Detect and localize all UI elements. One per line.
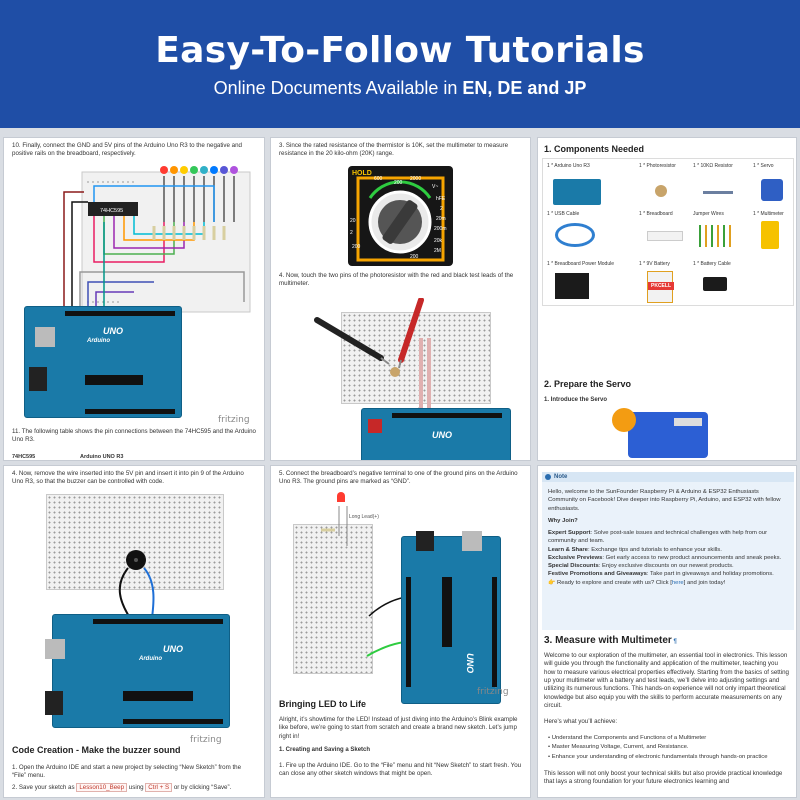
join-link[interactable]: here	[671, 579, 684, 586]
benefit-1-title: Expert Support	[548, 530, 591, 537]
usb-port	[462, 531, 482, 551]
panel-multimeter-photoresistor	[270, 137, 531, 461]
info-icon	[545, 474, 551, 480]
note-header	[542, 472, 794, 482]
list-item-text: Master Measuring Voltage, Current, and Resistance.	[551, 744, 689, 751]
power-module-image	[555, 273, 589, 299]
benefit-1-text: : Solve post-sale issues and technical challenges with help from our community and team.	[548, 530, 768, 545]
servo-sticker	[674, 418, 702, 426]
step-2-using: using	[127, 784, 146, 791]
component-label-uno: 1 * Arduino Uno R3	[547, 163, 590, 169]
achieve-list	[548, 734, 768, 762]
benefit-4-text: : Enjoy exclusive discounts on our newest products.	[598, 563, 734, 570]
banner-subtitle-prefix: Online Documents Available in	[213, 78, 463, 98]
benefit-4-title: Special Discounts	[548, 563, 599, 570]
list-item-text: Enhance your understanding of electronic fundamentals through hands-on practice	[551, 753, 768, 760]
board-logo: UNO	[432, 430, 452, 440]
filename-chip: Lesson10_Beep	[76, 783, 127, 792]
step-10-text: 10. Finally, connect the GND and 5V pins of the Arduino Uno R3 to the negative and positive rails on the breadboard, respectively.	[12, 142, 242, 158]
servo-photo	[628, 412, 708, 458]
banner	[0, 0, 800, 128]
join-cta	[548, 579, 788, 587]
panel-components	[537, 137, 797, 461]
dial-label-vac: V~	[432, 184, 439, 190]
board-logo: UNO	[163, 644, 183, 654]
fritzing-watermark: fritzing	[190, 735, 222, 745]
measure-heading-text: 3. Measure with Multimeter	[544, 635, 672, 646]
shortcut-chip: Ctrl + S	[145, 783, 172, 792]
banner-title: Easy-To-Follow Tutorials	[155, 30, 645, 71]
arduino-board	[401, 536, 501, 704]
component-label-breadboard: 1 * Breadboard	[639, 211, 673, 217]
benefit-2-title: Learn & Share	[548, 546, 588, 553]
breadboard-image	[647, 231, 683, 241]
step-2-suffix: or by clicking “Save”.	[172, 784, 232, 791]
long-lead-label: Long Lead(+)	[349, 514, 379, 520]
benefit-3-title: Exclusive Previews	[548, 554, 603, 561]
power-jack	[416, 531, 434, 551]
arduino-board	[361, 408, 511, 461]
dial-label-200-bottom: 200	[410, 254, 419, 260]
dial-label-200m: 200m	[434, 226, 447, 232]
photoresistor-image	[655, 185, 667, 197]
multimeter-dial	[348, 166, 453, 266]
header-pins-bottom	[123, 719, 223, 724]
jumper-wires-image	[699, 225, 735, 247]
dial-label-20: 20	[350, 218, 356, 224]
component-label-resistor: 1 * 10KΩ Resistor	[693, 163, 733, 169]
introduce-servo-subheading: 1. Introduce the Servo	[544, 397, 608, 403]
benefit-5	[548, 570, 788, 578]
header-pins-right	[492, 577, 497, 687]
component-label-usb: 1 * USB Cable	[547, 211, 580, 217]
multimeter-image	[761, 221, 779, 249]
list-item: • Enhance your understanding of electronic fundamentals through hands-on practice	[548, 753, 768, 760]
list-item: • Understand the Components and Functions of a Multimeter	[548, 735, 707, 741]
benefit-1	[548, 529, 788, 546]
microcontroller	[442, 577, 452, 647]
board-sub-logo: Arduino	[87, 338, 110, 344]
benefit-5-text: : Take part in giveaways and holiday promotions.	[646, 571, 774, 578]
dial-label-200-low: 200	[352, 244, 361, 250]
components-heading: 1. Components Needed	[544, 144, 645, 154]
microcontroller	[85, 375, 143, 385]
header-pins-top	[392, 413, 502, 418]
component-label-photoresistor: 1 * Photoresistor	[639, 163, 676, 169]
lesson-closing-paragraph: This lesson will not only boost your technical skills but also provide practical knowledge that lays a strong foundation for your future electronics learning and	[544, 770, 783, 786]
note-welcome: Hello, welcome to the SunFounder Raspberry Pi & Arduino & ESP32 Enthusiasts Community on Facebook! Dive deeper into Raspberry Pi, Arduino, and ESP32 with fellow enthusiasts.	[548, 489, 781, 512]
battery-brand: PKCELL	[648, 282, 674, 290]
component-label-servo: 1 * Servo	[753, 163, 774, 169]
dial-label-hfe: hFE	[436, 196, 446, 202]
step-5-text: 5. Connect the breadboard’s negative terminal to one of the ground pins on the Arduino Uno R3. The ground pins are marked as “GND”.	[279, 470, 518, 486]
fritzing-watermark: fritzing	[477, 687, 509, 697]
table-header-74hc595: 74HC595	[12, 454, 36, 460]
component-label-battery-cable: 1 * Battery Cable	[693, 261, 731, 267]
measure-heading	[544, 634, 677, 648]
usb-port	[35, 327, 55, 347]
panel-multimeter-lesson	[537, 465, 797, 798]
step-4-buzzer-text: 4. Now, remove the wire inserted into the 5V pin and insert it into pin 9 of the Arduino Uno R3, so that the buzzer can be controlled with code.	[12, 470, 244, 486]
step-4-text: 4. Now, touch the two pins of the photoresistor with the red and black test leads of the multimeter.	[279, 272, 514, 288]
servo-horn	[612, 408, 636, 432]
dial-label-200: 200	[394, 180, 403, 186]
panel-shift-register	[3, 137, 265, 461]
panel-buzzer	[3, 465, 265, 798]
component-label-battery: 1 * 9V Battery	[639, 261, 670, 267]
anchor-icon[interactable]: ¶	[671, 639, 677, 645]
banner-subtitle-langs: EN, DE and JP	[462, 78, 587, 98]
board-sub-logo: Arduino	[139, 656, 162, 662]
header-pins-bottom	[85, 409, 175, 414]
fire-up-ide-text: 1. Fire up the Arduino IDE. Go to the “File” menu and hit “New Sketch” to start fresh. You can close any other sketch windows that might be open.	[279, 762, 522, 778]
resistor-image	[703, 191, 733, 194]
chip-label: 74HC595	[100, 208, 124, 214]
bringing-led-heading: Bringing LED to Life	[279, 699, 366, 709]
table-header-arduino: Arduino UNO R3	[80, 454, 124, 460]
microcontroller	[123, 691, 193, 701]
note-title: Note	[554, 474, 568, 480]
component-label-multimeter: 1 * Multimeter	[753, 211, 784, 217]
header-pins-top	[93, 619, 223, 624]
benefit-4	[548, 562, 788, 570]
panel-led	[270, 465, 531, 798]
benefit-3	[548, 554, 788, 562]
usb-cable-image	[555, 223, 595, 247]
dial-label-20m: 20m	[436, 216, 446, 222]
battery-cable-image	[703, 277, 727, 291]
list-item-text: Understand the Components and Functions of a Multimeter	[551, 735, 707, 741]
led-intro-paragraph: Alright, it’s showtime for the LED! Instead of just diving into the Arduino’s Blink example like before, we’re going to start from scratch and create a brand new sketch. Let’s jump right in!	[279, 716, 518, 740]
dial-label-20k: 20k	[434, 238, 443, 244]
code-creation-heading: Code Creation - Make the buzzer sound	[12, 745, 181, 755]
usb-port	[45, 639, 65, 659]
why-join: Why Join?	[548, 517, 578, 524]
note-body	[542, 482, 794, 630]
component-label-jumpers: Jumper Wires	[693, 211, 724, 217]
banner-subtitle	[0, 78, 800, 99]
board-logo: UNO	[103, 326, 123, 336]
create-sketch-subheading: 1. Creating and Saving a Sketch	[279, 747, 371, 753]
dial-label-2: 2	[350, 230, 353, 236]
prepare-servo-heading: 2. Prepare the Servo	[544, 379, 632, 389]
battery-image	[647, 271, 673, 303]
step-1-text: 1. Open the Arduino IDE and start a new project by selecting “New Sketch” from the “File” menu.	[12, 764, 242, 780]
power-jack	[29, 367, 47, 391]
cta-suffix: ] and join today!	[683, 579, 726, 586]
dial-label-600: 600	[374, 176, 383, 182]
benefit-5-title: Festive Promotions and Giveaways	[548, 571, 647, 578]
arduino-board	[24, 306, 182, 418]
achieve-heading: Here’s what you’ll achieve:	[544, 718, 618, 725]
power-jack	[45, 691, 63, 715]
benefit-2	[548, 546, 788, 554]
benefit-2-text: : Exchange tips and tutorials to enhance your skills.	[587, 546, 722, 553]
measure-intro-paragraph: Welcome to our exploration of the multimeter, an essential tool in electronics. This lesson will guide you through the functionality and application of the multimeter, teaching you how to measure various electrical properties effectively. Starting from the basics of setting up your multimeter with a battery and test leads, we’ll delve into adjusting settings and utilizing its numerous functions. This hands-on experience will not only impart theoretical knowledge but also equip you with the skills to perform accurate measurements on any circuit.	[544, 652, 789, 710]
hold-label: HOLD	[352, 170, 372, 177]
header-pins-left	[406, 577, 411, 687]
servo-image	[761, 179, 783, 201]
dial-label-2000: 2000	[410, 176, 422, 182]
step-2-prefix: 2. Save your sketch as	[12, 784, 77, 791]
header-pins-top	[65, 311, 175, 316]
step-2-text	[12, 784, 256, 792]
component-label-power-module: 1 * Breadboard Power Module	[547, 261, 614, 267]
board-logo: UNO	[465, 653, 476, 674]
fritzing-watermark: fritzing	[218, 415, 250, 425]
reset-button	[368, 419, 382, 433]
led-photo	[337, 492, 345, 502]
cta-prefix: 👉 Ready to explore and create with us? Click [	[548, 579, 672, 586]
dial-label-2-right: 2	[440, 206, 443, 212]
arduino-board	[52, 614, 230, 728]
components-grid	[542, 158, 794, 306]
step-11-text: 11. The following table shows the pin connections between the 74HC595 and the Arduino Uno R3.	[12, 428, 256, 444]
list-item: • Master Measuring Voltage, Current, and Resistance.	[548, 744, 689, 751]
dial-label-2m: 2M	[434, 248, 441, 254]
uno-image	[553, 179, 601, 205]
step-3-text: 3. Since the rated resistance of the thermistor is 10K, set the multimeter to measure resistance in the 20 kilo-ohm (20K) range.	[279, 142, 509, 158]
benefit-3-text: : Get early access to new product announcements and sneak peeks.	[602, 554, 782, 561]
